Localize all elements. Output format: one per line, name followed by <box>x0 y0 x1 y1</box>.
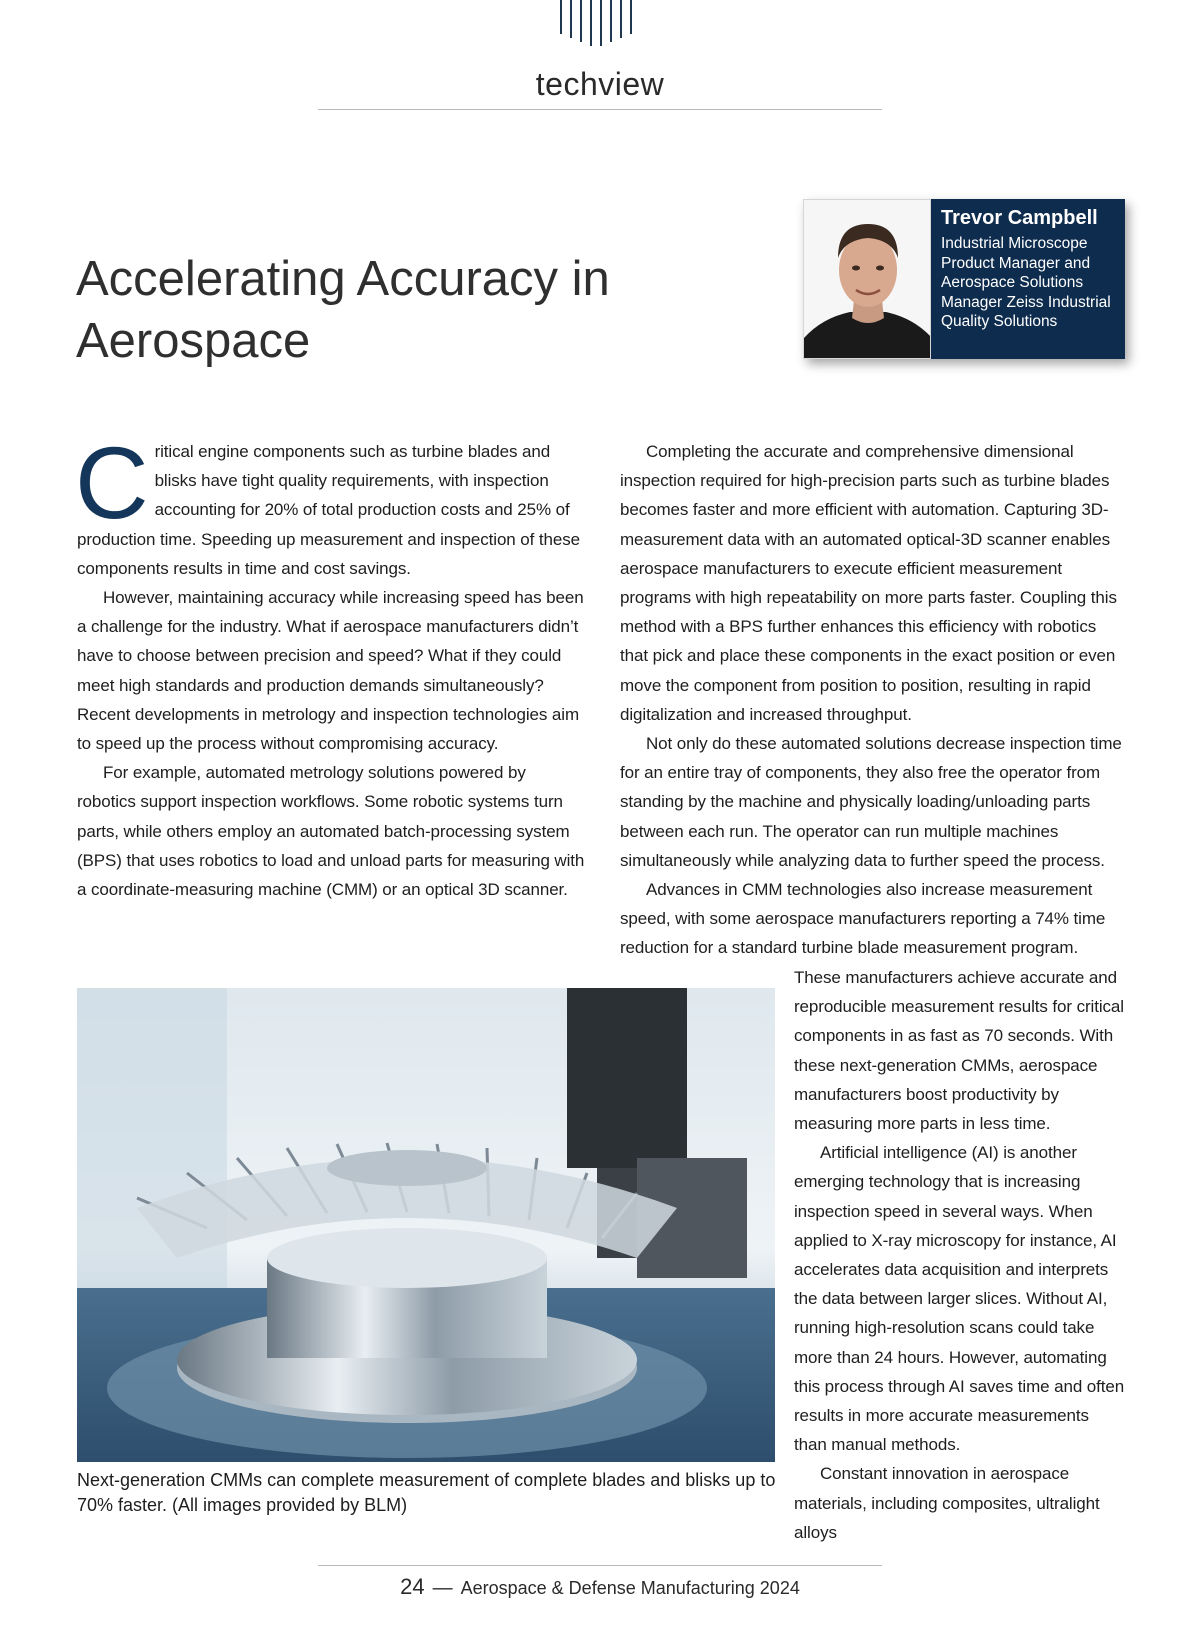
body-paragraph: However, maintaining accuracy while increasing speed has been a challenge for the industry. What if aerospace manufacturers didn’t have to choose between precision and speed? What if they could meet high standards and production demands simultaneously? Recent developments in metrology and inspection technologies aim to speed up the process without compromising accuracy. <box>77 588 584 754</box>
body-paragraph: Not only do these automated solutions decrease inspection time for an entire tray of components, they also free the operator from standing by the machine and physically loading/unloading parts between each run. The operator can run multiple machines simultaneously while analyzing data to further speed the process. <box>620 734 1122 870</box>
body-paragraph <box>75 426 587 583</box>
drop-cap: C <box>75 426 149 540</box>
paragraph-text: ritical engine components such as turbine blades and blisks have tight quality requirements, with inspection accounting for 20% of total production costs and 25% of production time. Speeding up measurement and inspection of these components results in time and cost savings. <box>77 442 580 578</box>
publication-name: Aerospace & Defense Manufacturing 2024 <box>460 1578 800 1598</box>
body-paragraph: Constant innovation in aerospace materials, including composites, ultralight alloys <box>794 1464 1100 1542</box>
body-paragraph: For example, automated metrology solutions powered by robotics support inspection workflows. Some robotic systems turn parts, while others employ an automated batch-processing system (BPS) that uses robotics to load and unload parts for measuring with a coordinate-measuring machine (CMM) or an optical 3D scanner. <box>77 763 585 900</box>
blisk-cmm-photo <box>77 988 775 1462</box>
figure-caption: Next-generation CMMs can complete measurement of complete blades and blisks up to 70% faster. (All images provided by BLM) <box>77 1470 776 1515</box>
body-column-right-continued <box>794 963 1126 1547</box>
author-name: Trevor Campbell <box>941 207 1098 229</box>
author-role: Industrial Microscope Product Manager and Aerospace Solutions Manager Zeiss Industrial Quality Solutions <box>941 235 1111 330</box>
author-card <box>803 199 1125 359</box>
author-portrait-image <box>804 200 931 359</box>
footer-divider <box>318 1565 882 1566</box>
page-number: 24 <box>400 1574 425 1599</box>
footer-separator: — <box>432 1577 453 1599</box>
section-label: techview <box>535 66 665 102</box>
article-figure <box>77 988 775 1462</box>
body-column-right <box>620 437 1125 963</box>
body-paragraph: Completing the accurate and comprehensive dimensional inspection required for high-precision parts such as turbine blades becomes faster and more efficient with automation. Capturing 3D-measurement data with an automated optical-3D scanner enables aerospace manufacturers to execute efficient measurement programs with high repeatability on more parts faster. Coupling this method with a BPS further enhances this efficiency with robotics that pick and place these components in the exact position or even move the component from position to position, resulting in rapid digitalization and increased throughput. <box>620 442 1117 724</box>
body-column-left <box>75 426 587 904</box>
author-photo <box>803 199 931 359</box>
body-paragraph: These manufacturers achieve accurate and reproducible measurement results for critical components in as fast as 70 seconds. With these next-generation CMMs, aerospace manufacturers boost productivity by measuring more parts in less time. <box>794 968 1124 1134</box>
body-paragraph: Advances in CMM technologies also increase measurement speed, with some aerospace manufacturers reporting a 74% time reduction for a standard turbine blade measurement program. <box>620 880 1106 958</box>
author-info <box>941 207 1119 332</box>
page-footer <box>0 1574 1200 1600</box>
masthead-barcode-icon <box>560 0 640 46</box>
body-paragraph: Artificial intelligence (AI) is another emerging technology that is increasing inspection speed in several ways. When applied to X-ray microscopy for instance, AI accelerates data acquisition and interprets the data between larger slices. Without AI, running high-resolution scans could take more than 24 hours. However, automating this process through AI saves time and often results in more accurate measurements than manual methods. <box>794 1143 1125 1455</box>
article-title: Accelerating Accuracy in Aerospace <box>76 252 610 368</box>
header-divider <box>318 109 882 110</box>
